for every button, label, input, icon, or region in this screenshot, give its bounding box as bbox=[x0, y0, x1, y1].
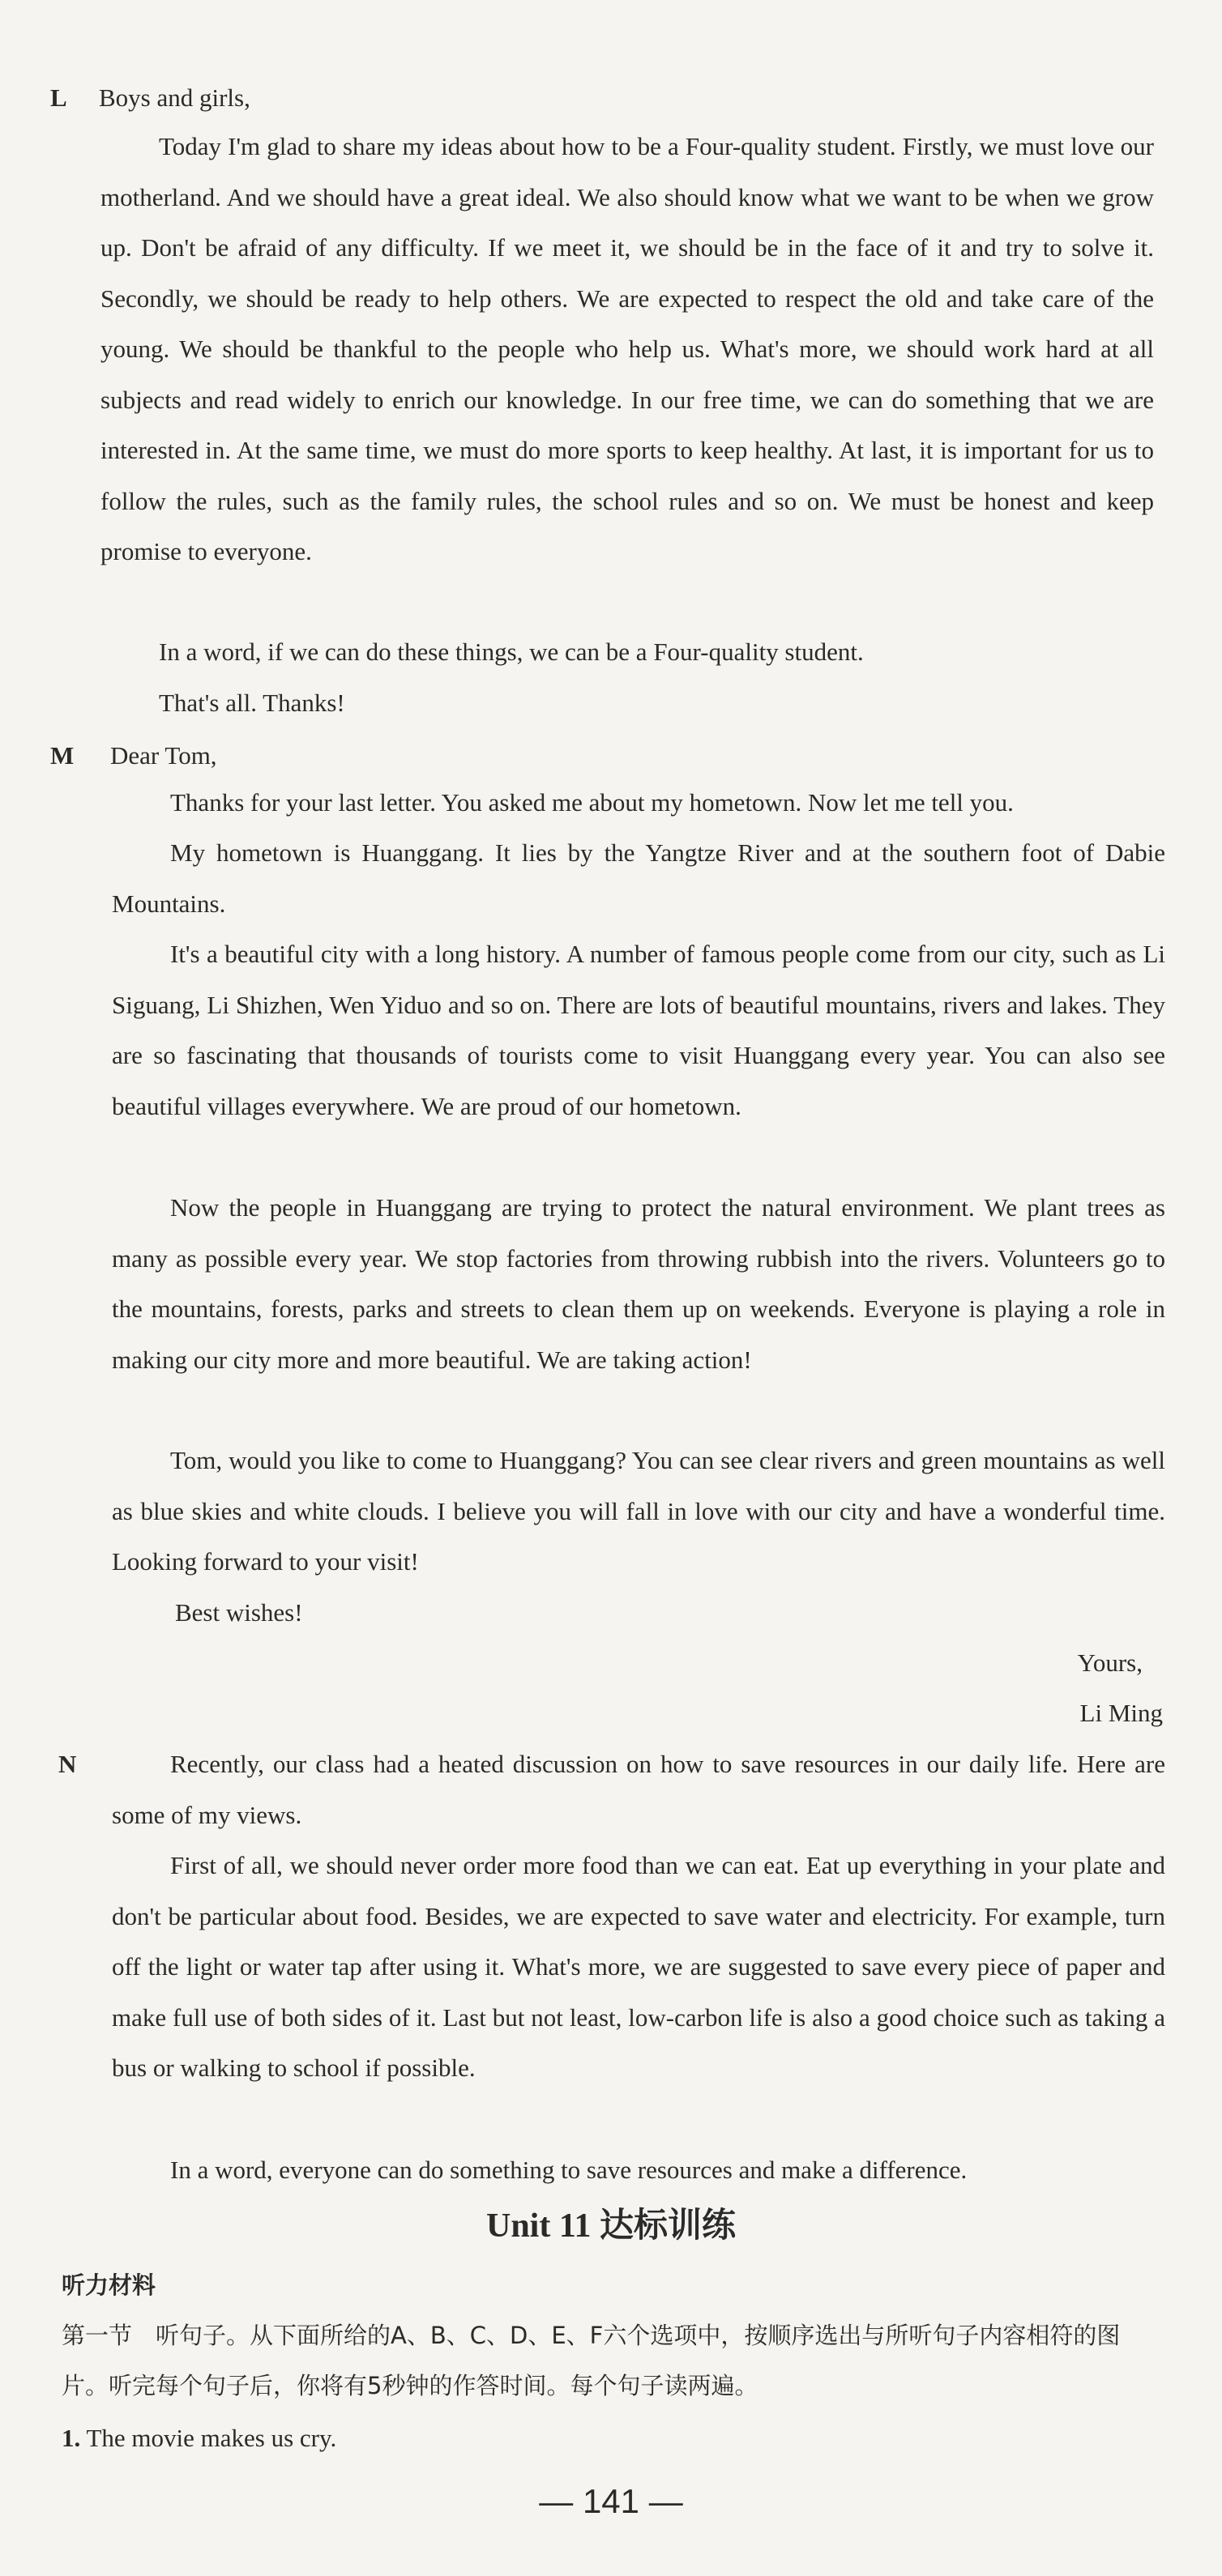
section-l-greeting: Boys and girls, bbox=[99, 83, 250, 112]
section-m-paragraph-1: Thanks for your last letter. You asked me about my hometown. Now let me tell you. bbox=[170, 788, 1014, 817]
letter-signature: Li Ming bbox=[1079, 1699, 1163, 1727]
section-m-paragraph-5: Tom, would you like to come to Huanggang? You can see clear rivers and green mountains as well as blue skies and white clouds. I believe you will fall in love with our city and have a wonderful time. Looking forward to your visit! bbox=[112, 1446, 1165, 1576]
section-n-paragraph-3: In a word, everyone can do something to save resources and make a difference. bbox=[170, 2156, 968, 2184]
question-1 bbox=[62, 2414, 336, 2463]
section-l-paragraph-2: In a word, if we can do these things, we can be a Four-quality student. bbox=[159, 638, 864, 666]
section-m-paragraph-2: My hometown is Huanggang. It lies by the Yangtze River and at the southern foot of Dabie Mountains. bbox=[112, 838, 1165, 918]
section-n-paragraph-2: First of all, we should never order more food than we can eat. Eat up everything in your plate and don't be particular about food. Besides, we are expected to save water and electricity. For example, turn off the light or water tap after using it. What's more, we are suggested to save every piece of paper and make full use of both sides of it. Last but not least, low-carbon life is also a good choice such as taking a bus or walking to school if possible. bbox=[112, 1851, 1165, 2082]
page-number: — 141 — bbox=[539, 2482, 683, 2520]
section-marker-l: L bbox=[50, 83, 67, 112]
question-1-number: 1. bbox=[62, 2424, 81, 2452]
section-instruction: 第一节 听句子。从下面所给的A、B、C、D、E、F六个选项中，按顺序选出与所听句子内容相符的图片。听完每个句子后，你将有5秒钟的作答时间。每个句子读两遍。 bbox=[62, 2322, 1121, 2399]
section-marker-n: N bbox=[58, 1750, 77, 1778]
section-m-greeting: Dear Tom, bbox=[110, 741, 217, 770]
section-m-paragraph-3: It's a beautiful city with a long history. A number of famous people come from our city, such as Li Siguang, Li Shizhen, Wen Yiduo and so on. There are lots of beautiful mountains, rivers and lakes. They are so fascinating that thousands of tourists come to visit Huanggang every year. You can also see beautiful villages everywhere. We are proud of our hometown. bbox=[112, 940, 1165, 1120]
letter-closing: Yours, bbox=[1077, 1648, 1143, 1677]
listening-label: 听力材料 bbox=[62, 2271, 156, 2299]
section-l-paragraph-1: Today I'm glad to share my ideas about how to be a Four-quality student. Firstly, we must love our motherland. And we should have a great ideal. We also should know what we want to be when we grow up. Don't be afraid of any difficulty. If we meet it, we should be in the face of it and try to solve it. Secondly, we should be ready to help others. We are expected to respect the old and take care of the young. We should be thankful to the people who help us. What's more, we should work hard at all subjects and read widely to enrich our knowledge. In our free time, we can do something that we are interested in. At the same time, we must do more sports to keep healthy. At last, it is important for us to follow the rules, such as the family rules, the school rules and so on. We must be honest and keep promise to everyone. bbox=[100, 132, 1154, 565]
section-n-paragraph-1: Recently, our class had a heated discussion on how to save resources in our daily life. Here are some of my views. bbox=[112, 1750, 1165, 1829]
section-m-paragraph-6: Best wishes! bbox=[175, 1598, 303, 1627]
section-l-paragraph-3: That's all. Thanks! bbox=[159, 689, 345, 717]
question-1-text: The movie makes us cry. bbox=[86, 2424, 337, 2452]
unit-title: Unit 11 达标训练 bbox=[485, 2207, 737, 2245]
section-m-paragraph-4: Now the people in Huanggang are trying to protect the natural environment. We plant trees as many as possible every year. We stop factories from throwing rubbish into the rivers. Volunteers go to the mountains, forests, parks and streets to clean them up on weekends. Everyone is playing a role in making our city more and more beautiful. We are taking action! bbox=[112, 1193, 1165, 1374]
section-marker-m: M bbox=[50, 741, 75, 770]
